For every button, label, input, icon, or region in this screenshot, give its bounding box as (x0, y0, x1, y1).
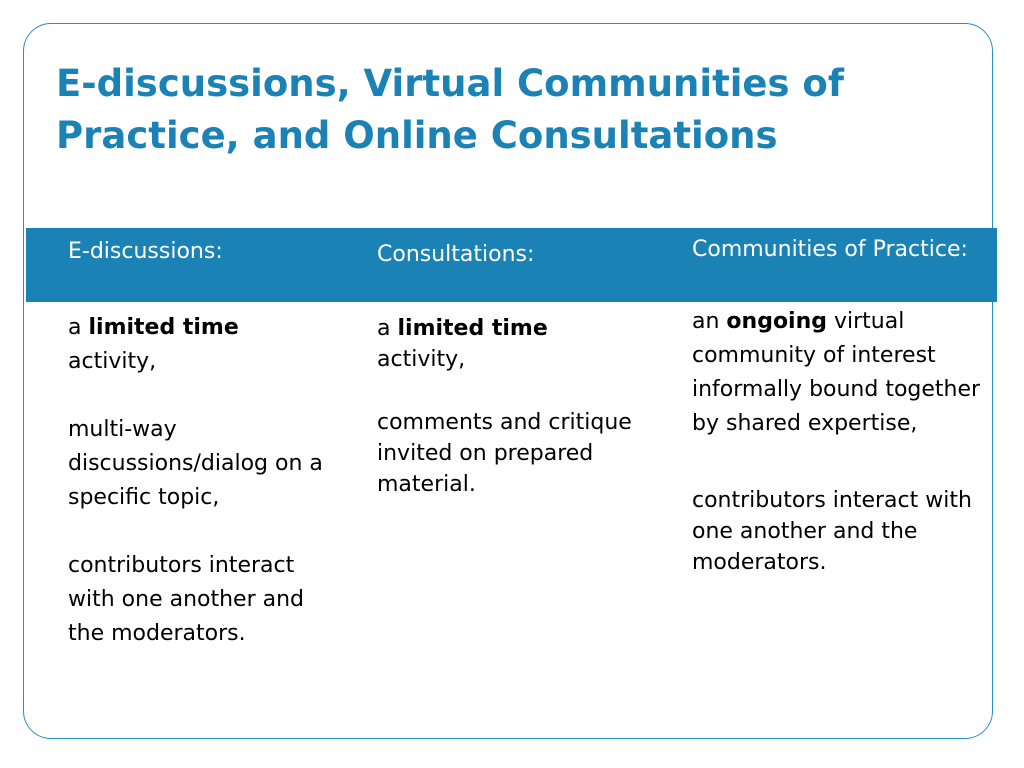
item-emphasis: ongoing (726, 309, 828, 334)
list-item (377, 313, 647, 375)
list-item (68, 311, 338, 379)
item-text: activity, (68, 349, 157, 374)
item-text: an (692, 309, 727, 334)
item-emphasis: limited time (397, 316, 548, 341)
list-item: multi-way discussions/dialog on a specific topic, (68, 417, 323, 510)
column-header-e-discussions: E-discussions: (68, 239, 223, 264)
slide-title: E-discussions, Virtual Communities of Practice, and Online Consultations (56, 62, 844, 157)
column-body-consultations (377, 313, 647, 500)
list-item: contributors interact with one another and the moderators. (68, 553, 305, 646)
column-body-communities-of-practice (692, 305, 992, 578)
list-item: contributors interact with one another and the moderators. (692, 488, 972, 575)
column-header-communities-of-practice: Communities of Practice: (692, 237, 968, 262)
item-text: virtual community of interest informally bound together by shared expertise, (692, 309, 981, 436)
list-item (692, 305, 992, 441)
column-header-consultations: Consultations: (377, 242, 535, 267)
column-body-e-discussions (68, 311, 338, 651)
list-item: comments and critique invited on prepared material. (377, 410, 632, 497)
item-text: activity, (377, 347, 466, 372)
item-emphasis: limited time (88, 315, 239, 340)
item-text: a (377, 316, 398, 341)
item-text: a (68, 315, 89, 340)
